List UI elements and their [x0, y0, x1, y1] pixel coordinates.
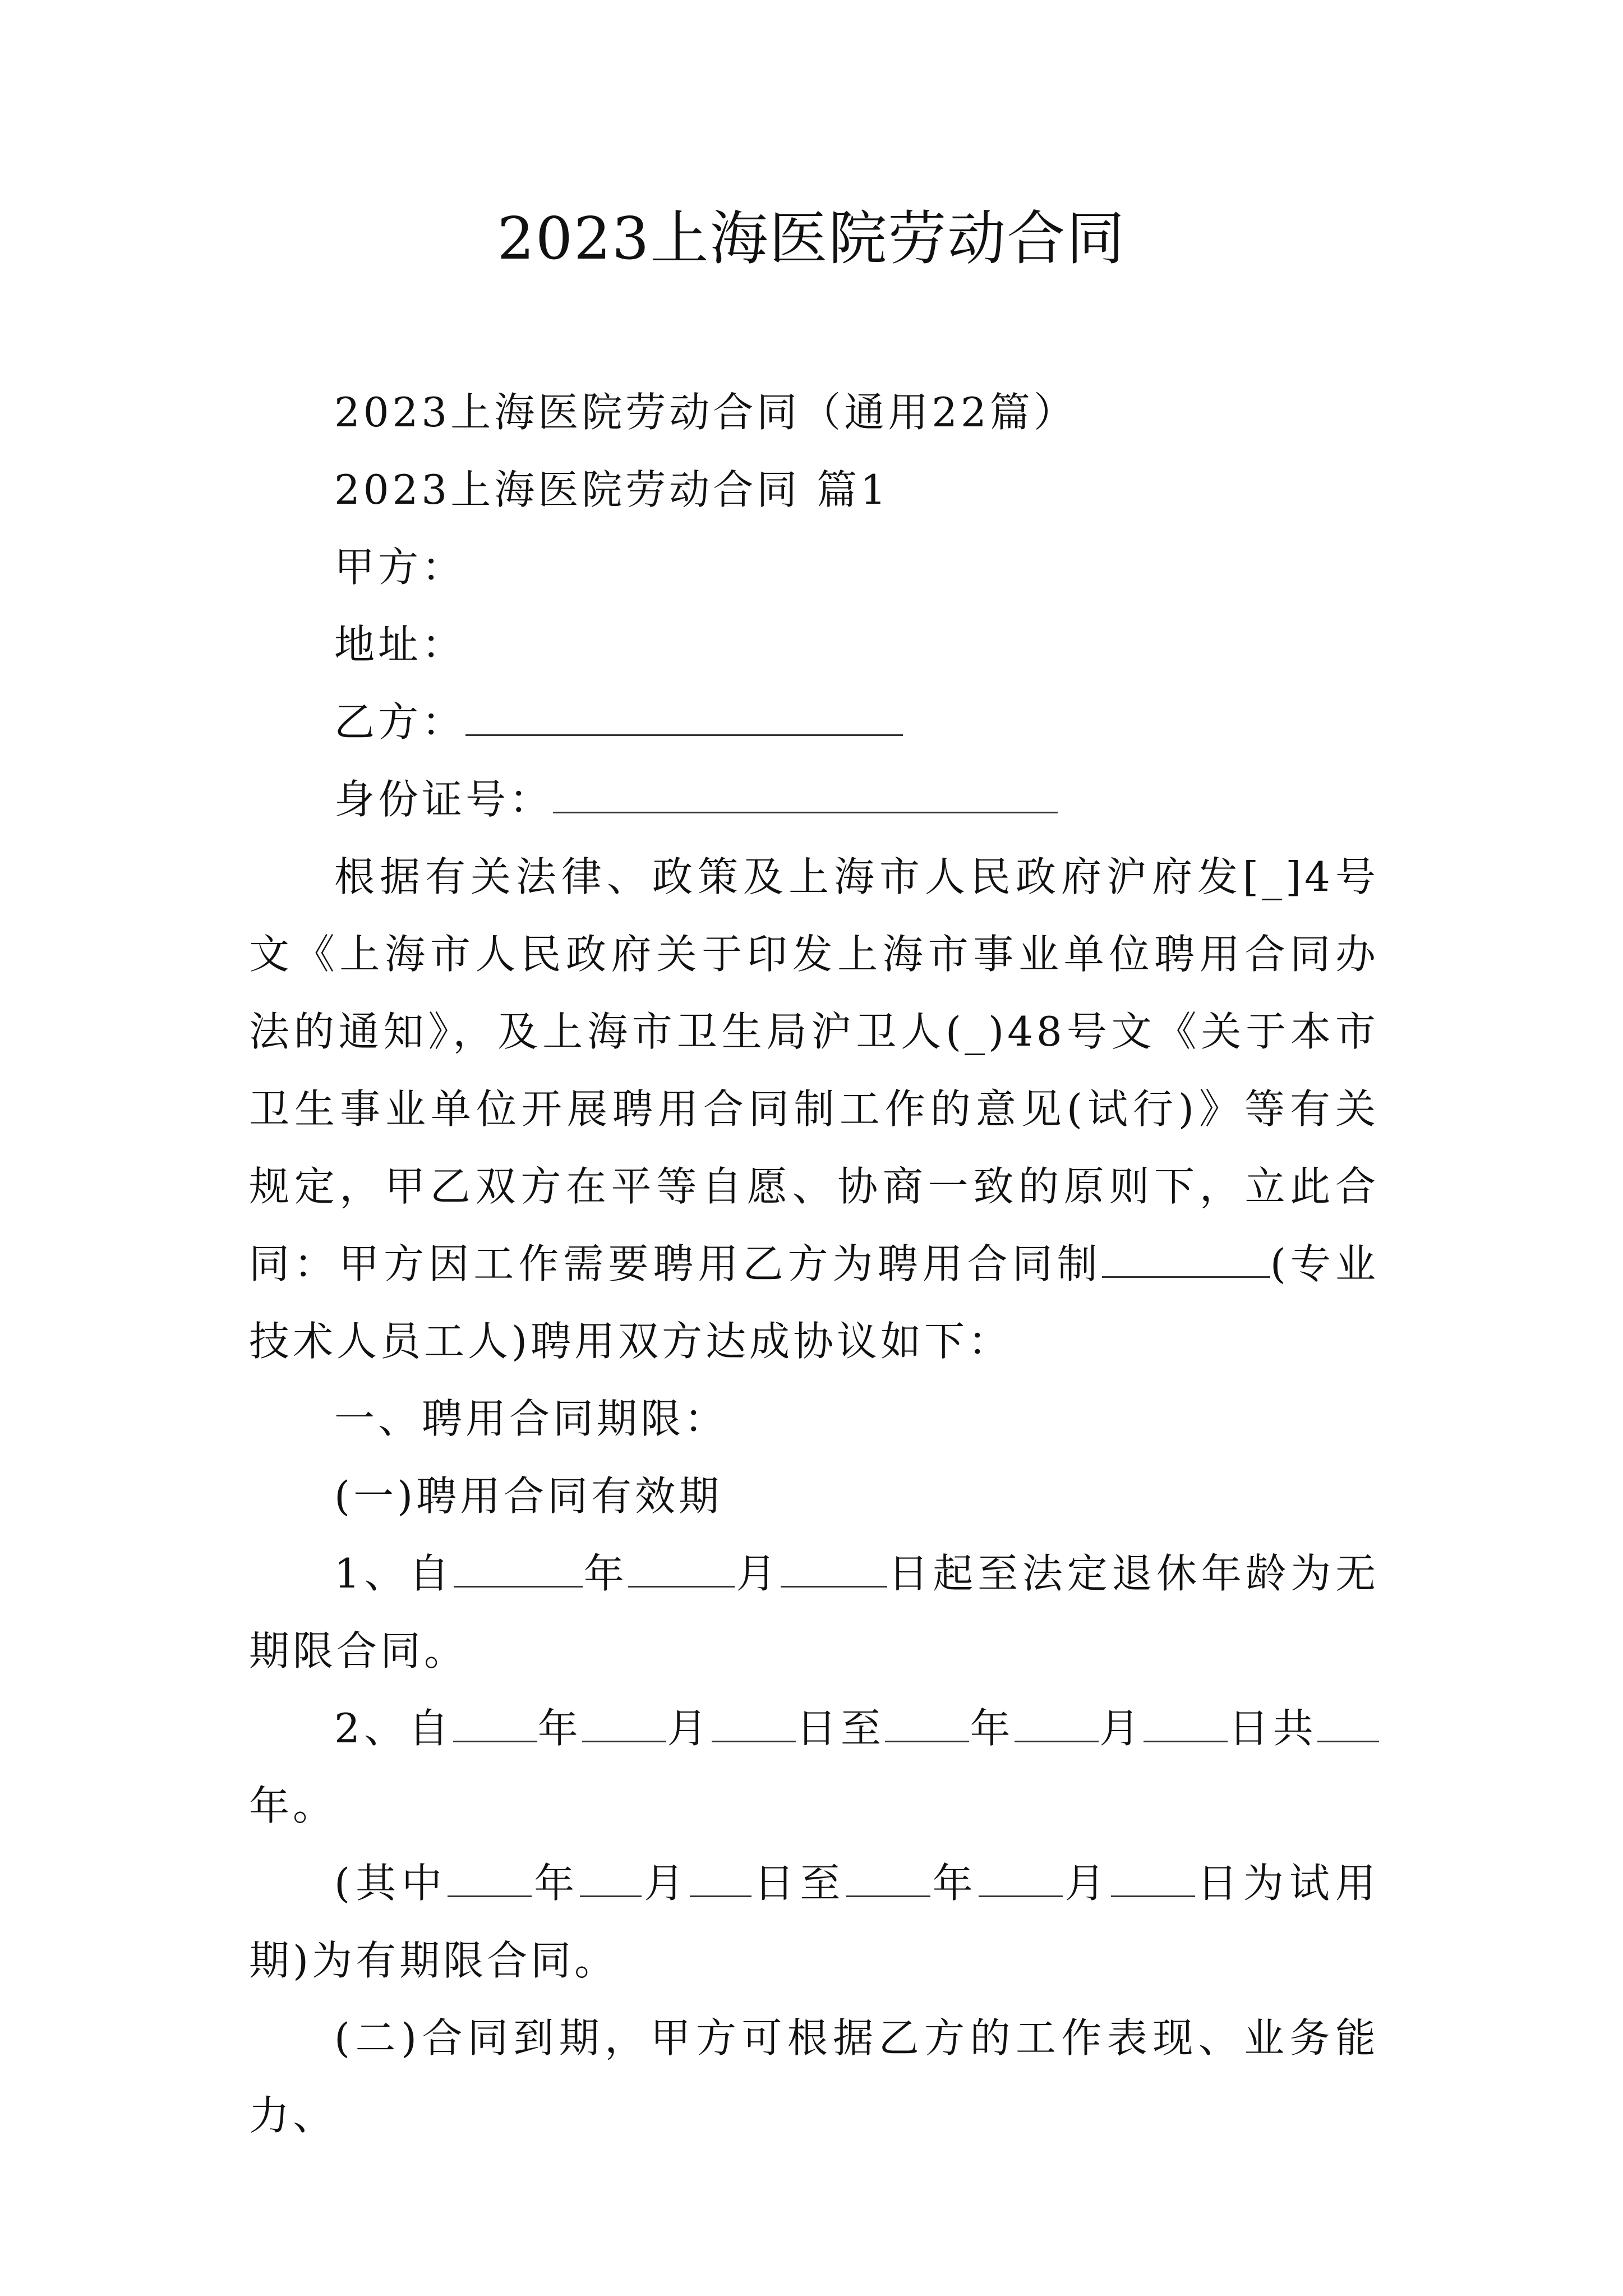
item1-day-blank[interactable]	[781, 1551, 887, 1588]
address-line	[249, 606, 1379, 683]
document-body	[249, 374, 1379, 2154]
id-number-blank[interactable]	[553, 777, 1058, 813]
item3-prefix: (其中	[334, 1860, 448, 1907]
subtitle: 2023上海医院劳动合同（通用22篇）	[334, 389, 1077, 436]
item2-day-total-label: 日共	[1228, 1705, 1317, 1752]
item1-year-blank[interactable]	[454, 1551, 583, 1588]
item1-suffix: 日起至法定退休年龄为无期限合同。	[249, 1550, 1379, 1674]
item-3	[249, 1844, 1379, 1999]
item3-suffix: 日为试用期)为有期限合同。	[249, 1860, 1379, 1984]
item3-year1-label: 年	[532, 1860, 580, 1907]
item1-month-blank[interactable]	[628, 1551, 735, 1588]
item1-month-label: 月	[735, 1550, 781, 1597]
item3-month2-label: 月	[1062, 1860, 1111, 1907]
item2-month2-blank[interactable]	[1015, 1706, 1099, 1742]
item2-year2-blank[interactable]	[885, 1706, 969, 1742]
item2-suffix: 年。	[249, 1782, 337, 1829]
item2-day2-blank[interactable]	[1144, 1706, 1228, 1742]
item2-day-to-label: 日至	[795, 1705, 886, 1752]
item2-day1-blank[interactable]	[712, 1706, 796, 1742]
item2-year1-label: 年	[537, 1705, 583, 1752]
sub-one-heading: (一)聘用合同有效期	[334, 1473, 723, 1520]
party-b-blank[interactable]	[465, 700, 903, 736]
party-a-label: 甲方：	[334, 544, 466, 591]
intro-paragraph	[249, 838, 1379, 1380]
intro-text-part2: (专业技术人员工人)聘用双方达成协议如下：	[249, 1240, 1379, 1365]
item3-year2-label: 年	[930, 1860, 979, 1907]
address-label: 地址：	[334, 621, 466, 668]
id-line	[249, 761, 1379, 838]
party-b-label: 乙方：	[334, 698, 466, 746]
id-label: 身份证号：	[334, 776, 554, 823]
item3-day1-blank[interactable]	[690, 1861, 751, 1897]
item2-prefix: 2、自	[334, 1705, 453, 1752]
section-heading: 2023上海医院劳动合同 篇1	[334, 466, 889, 513]
job-type-blank[interactable]	[1102, 1241, 1270, 1278]
item2-month1-label: 月	[666, 1705, 712, 1752]
item3-month1-label: 月	[642, 1860, 690, 1907]
item2-year1-blank[interactable]	[453, 1706, 537, 1742]
item3-month1-blank[interactable]	[580, 1861, 642, 1897]
item1-year-label: 年	[583, 1550, 629, 1597]
item2-total-years-blank[interactable]	[1317, 1706, 1379, 1742]
item-1	[249, 1535, 1379, 1690]
item2-month2-label: 月	[1098, 1705, 1144, 1752]
item3-year1-blank[interactable]	[448, 1861, 532, 1897]
document-title: 2023上海医院劳动合同	[497, 204, 1126, 273]
item3-year2-blank[interactable]	[846, 1861, 930, 1897]
item2-month1-blank[interactable]	[582, 1706, 666, 1742]
item-2	[249, 1690, 1379, 1844]
sub-two-heading: (二)合同到期，甲方可根据乙方的工作表现、业务能力、	[249, 2014, 1379, 2139]
item3-month2-blank[interactable]	[979, 1861, 1063, 1897]
item1-prefix: 1、自	[334, 1550, 454, 1597]
intro-text-part1: 根据有关法律、政策及上海市人民政府沪府发[_]4号文《上海市人民政府关于印发上海市事业单位聘用合同办法的通知》，及上海市卫生局沪卫人(_)48号文《关于本市卫生事业单位开展聘用合同制工作的意见(试行)》等有关规定，甲乙双方在平等自愿、协商一致的原则下，立此合同：甲方因工作需要聘用乙方为聘用合同制	[249, 853, 1379, 1287]
section-one-heading: 一、聘用合同期限：	[334, 1395, 728, 1442]
party-a-line	[249, 528, 1379, 606]
item2-year2-label: 年	[969, 1705, 1015, 1752]
item3-day-to-label: 日至	[751, 1860, 846, 1907]
item3-day2-blank[interactable]	[1111, 1861, 1195, 1897]
party-b-line	[249, 683, 1379, 761]
